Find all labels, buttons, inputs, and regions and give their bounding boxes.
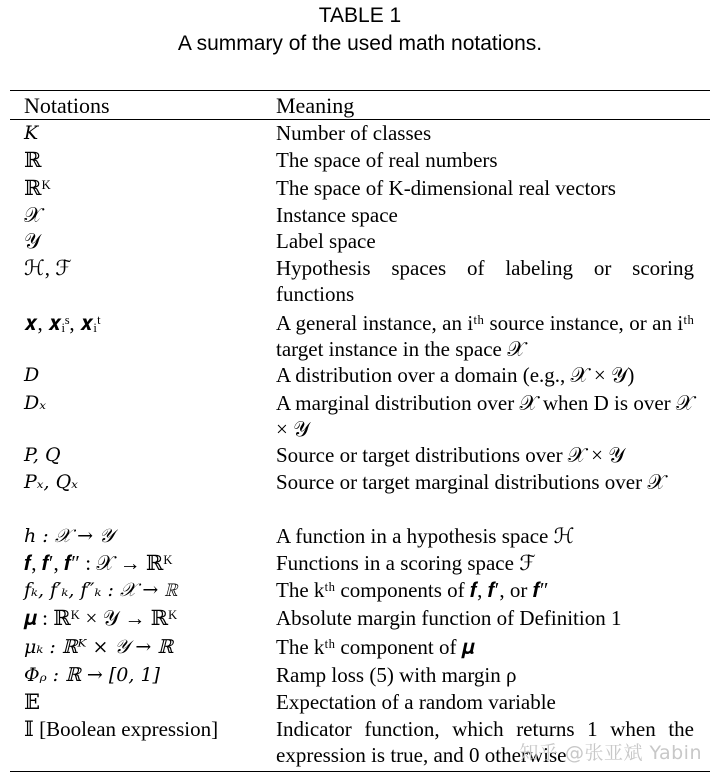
notation-cell: 𝔼 xyxy=(24,690,41,714)
header-notations: Notations xyxy=(24,93,110,118)
notation-cell: P, Q xyxy=(24,444,61,466)
table-title: A summary of the used math notations. xyxy=(177,32,543,55)
notation-cell: 𝝁 : ℝᴷ × 𝒴 → ℝᴷ xyxy=(24,606,178,630)
meaning-cell: Number of classes xyxy=(276,121,432,145)
meaning-cell: Source or target marginal distributions over 𝒳 xyxy=(276,470,666,494)
notation-cell: fₖ, f′ₖ, f″ₖ : 𝒳 → ℝ xyxy=(24,579,178,601)
meaning-cell: Hypothesis spaces of labeling or scoring functions xyxy=(276,256,694,306)
notation-cell: μₖ : ℝᴷ × 𝒴 → ℝ xyxy=(24,636,174,658)
meaning-cell: Expectation of a random variable xyxy=(276,690,556,714)
notation-cell: ℝ xyxy=(24,148,42,172)
watermark: 知乎 @张亚斌 Yabin xyxy=(519,742,702,764)
notation-cell: Pₓ, Qₓ xyxy=(24,471,78,493)
notation-cell: ℋ, ℱ xyxy=(24,256,72,280)
table-label: TABLE 1 xyxy=(318,4,402,27)
meaning-cell: The kᵗʰ components of 𝒇, 𝒇′, or 𝒇″ xyxy=(276,578,549,602)
top-rule xyxy=(10,90,710,91)
meaning-cell: Functions in a scoring space ℱ xyxy=(276,551,536,575)
notation-cell: 𝒙, 𝒙ᵢˢ, 𝒙ᵢᵗ xyxy=(24,311,101,335)
meaning-cell: The space of real numbers xyxy=(276,148,498,172)
meaning-cell: Instance space xyxy=(276,203,398,227)
notation-cell: D xyxy=(24,364,40,386)
notation-cell: 𝕀 [Boolean expression] xyxy=(24,717,219,741)
meaning-cell: A marginal distribution over 𝒳 when D is over 𝒳 × 𝒴 xyxy=(276,391,694,441)
notation-cell: Φᵨ : ℝ → [0, 1] xyxy=(24,664,160,686)
meaning-cell: A distribution over a domain (e.g., 𝒳 × 𝒴) xyxy=(276,363,635,387)
meaning-cell: Ramp loss (5) with margin ρ xyxy=(276,663,517,687)
bottom-rule xyxy=(10,771,710,772)
notation-cell: Dₓ xyxy=(24,392,46,414)
notation-cell: 𝒇, 𝒇′, 𝒇″ : 𝒳 → ℝᴷ xyxy=(24,551,173,575)
notation-cell: 𝒳 xyxy=(24,203,43,227)
notation-cell: h : 𝒳 → 𝒴 xyxy=(24,525,114,547)
meaning-cell: The space of K-dimensional real vectors xyxy=(276,176,616,200)
meaning-cell: Absolute margin function of Definition 1 xyxy=(276,606,622,630)
meaning-cell: Label space xyxy=(276,229,376,253)
meaning-cell: A general instance, an iᵗʰ source instance, or an iᵗʰ target instance in the space 𝒳 xyxy=(276,311,694,361)
notation-cell: K xyxy=(24,122,39,144)
notation-cell: 𝒴 xyxy=(24,229,41,253)
header-meaning: Meaning xyxy=(276,93,355,118)
meaning-cell: A function in a hypothesis space ℋ xyxy=(276,524,575,548)
meaning-cell: Indicator function, which returns 1 when the expression is true, and 0 otherwise xyxy=(276,717,694,767)
meaning-cell: Source or target distributions over 𝒳 × 𝒴 xyxy=(276,443,625,467)
notation-cell: ℝᴷ xyxy=(24,176,52,200)
meaning-cell: The kᵗʰ component of 𝝁 xyxy=(276,635,475,659)
